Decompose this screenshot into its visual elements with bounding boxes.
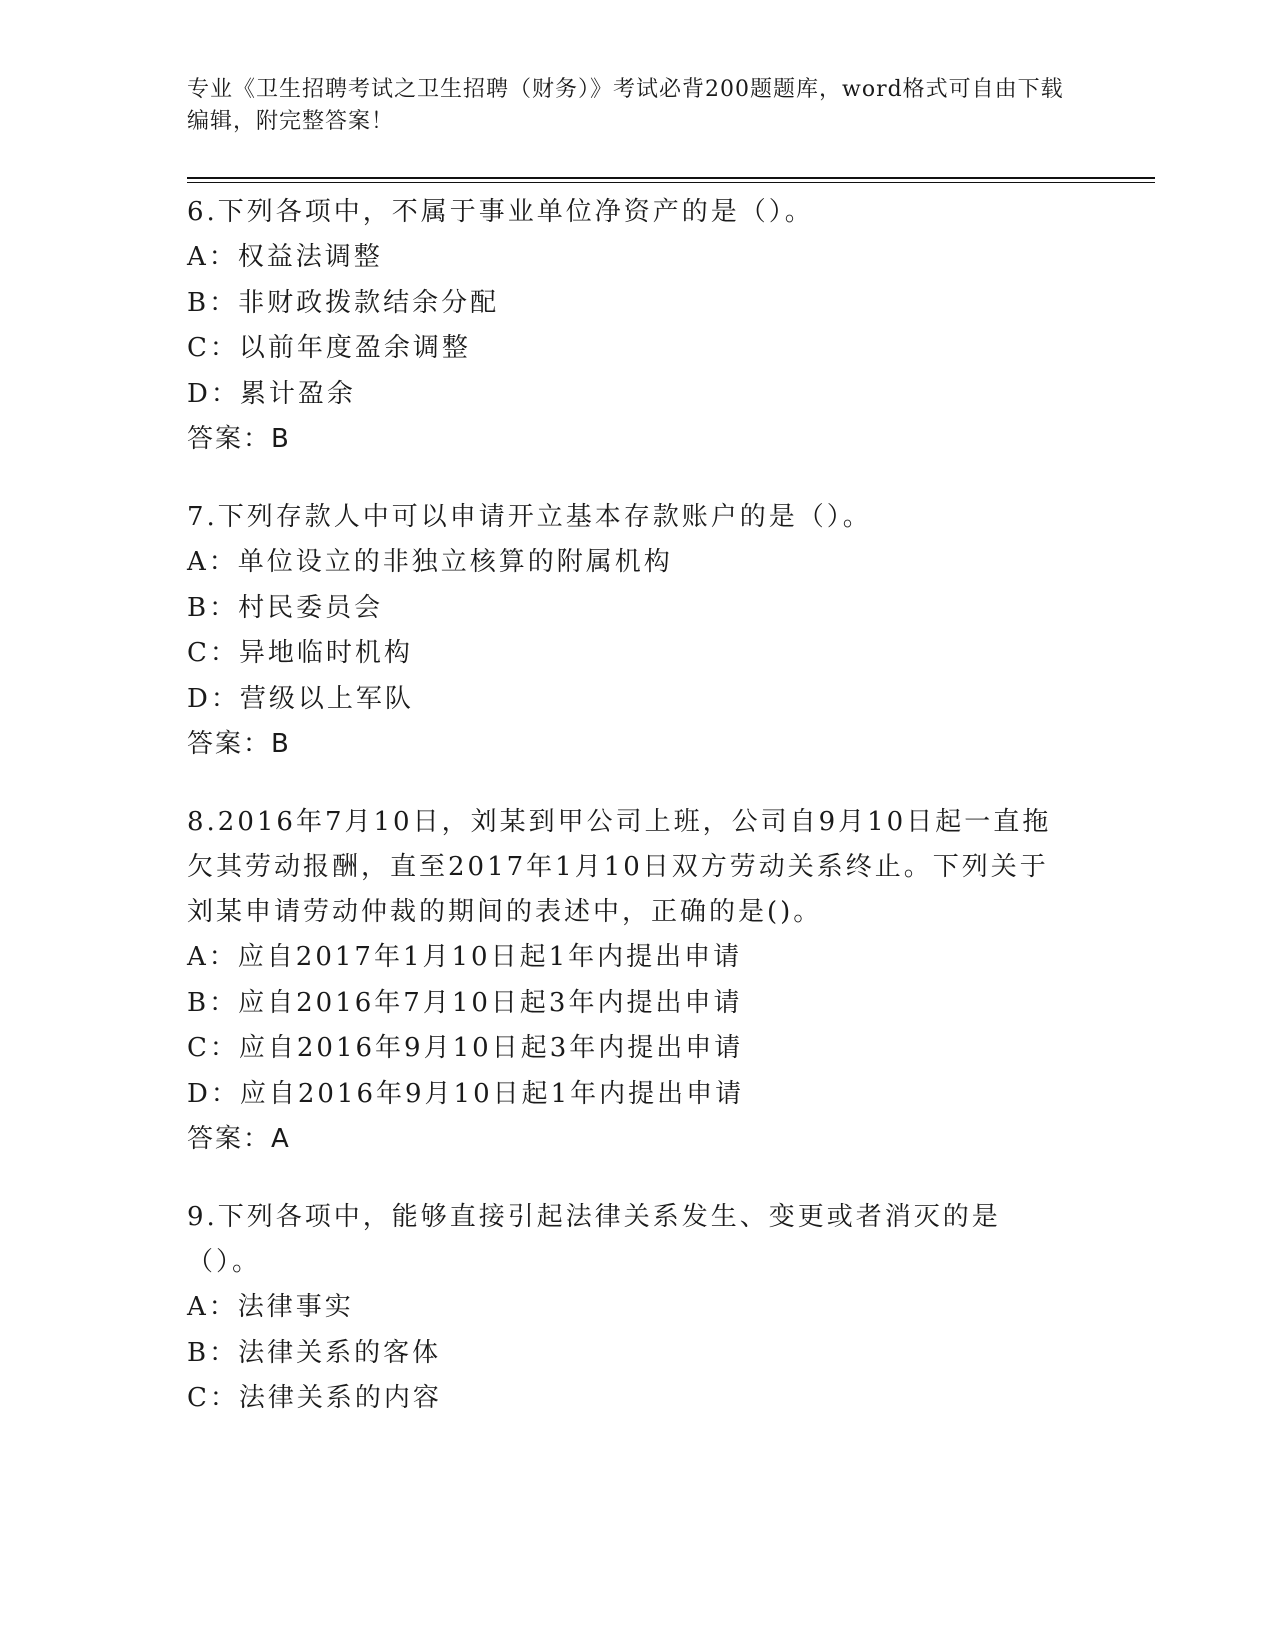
option-d: D：应自2016年9月10日起1年内提出申请 [187, 1078, 745, 1109]
option-b: B：村民委员会 [187, 592, 384, 623]
option-a: A：应自2017年1月10日起1年内提出申请 [187, 942, 743, 972]
option-c: C：应自2016年9月10日起3年内提出申请 [187, 1033, 744, 1063]
header-divider-thin [187, 182, 1155, 183]
option-a: A：权益法调整 [187, 242, 383, 272]
question-list [187, 190, 1067, 1455]
option-d: D：营级以上军队 [187, 683, 414, 714]
option-c: C：以前年度盈余调整 [187, 333, 471, 363]
question-text: 9.下列各项中，能够直接引起法律关系发生、变更或者消灭的是（）。 [187, 1202, 1001, 1277]
question-6 [187, 190, 1067, 462]
question-text: 8.2016年7月10日，刘某到甲公司上班，公司自9月10日起一直拖欠其劳动报酬，直至2017年1月10日双方劳动关系终止。下列关于刘某申请劳动仲裁的期间的表述中，正确的是()。 [187, 807, 1052, 927]
answer: 答案：B [187, 424, 291, 454]
option-c: C：法律关系的内容 [187, 1383, 442, 1413]
option-b: B：应自2016年7月10日起3年内提出申请 [187, 987, 743, 1018]
answer: 答案：A [187, 1124, 291, 1154]
question-9 [187, 1195, 1067, 1422]
option-b: B：非财政拨款结余分配 [187, 287, 500, 318]
question-8 [187, 800, 1067, 1162]
header-divider-thick [187, 177, 1155, 179]
question-text: 7.下列存款人中可以申请开立基本存款账户的是（）。 [187, 502, 872, 532]
question-7 [187, 495, 1067, 767]
question-text: 6.下列各项中，不属于事业单位净资产的是（）。 [187, 197, 814, 227]
option-d: D：累计盈余 [187, 378, 356, 409]
option-c: C：异地临时机构 [187, 638, 413, 668]
option-b: B：法律关系的客体 [187, 1337, 442, 1368]
option-a: A：单位设立的非独立核算的附属机构 [187, 547, 673, 577]
option-a: A：法律事实 [187, 1292, 354, 1322]
answer: 答案：B [187, 729, 291, 759]
document-header: 专业《卫生招聘考试之卫生招聘（财务）》考试必背200题题库，word格式可自由下载编辑，附完整答案！ [187, 77, 1064, 134]
